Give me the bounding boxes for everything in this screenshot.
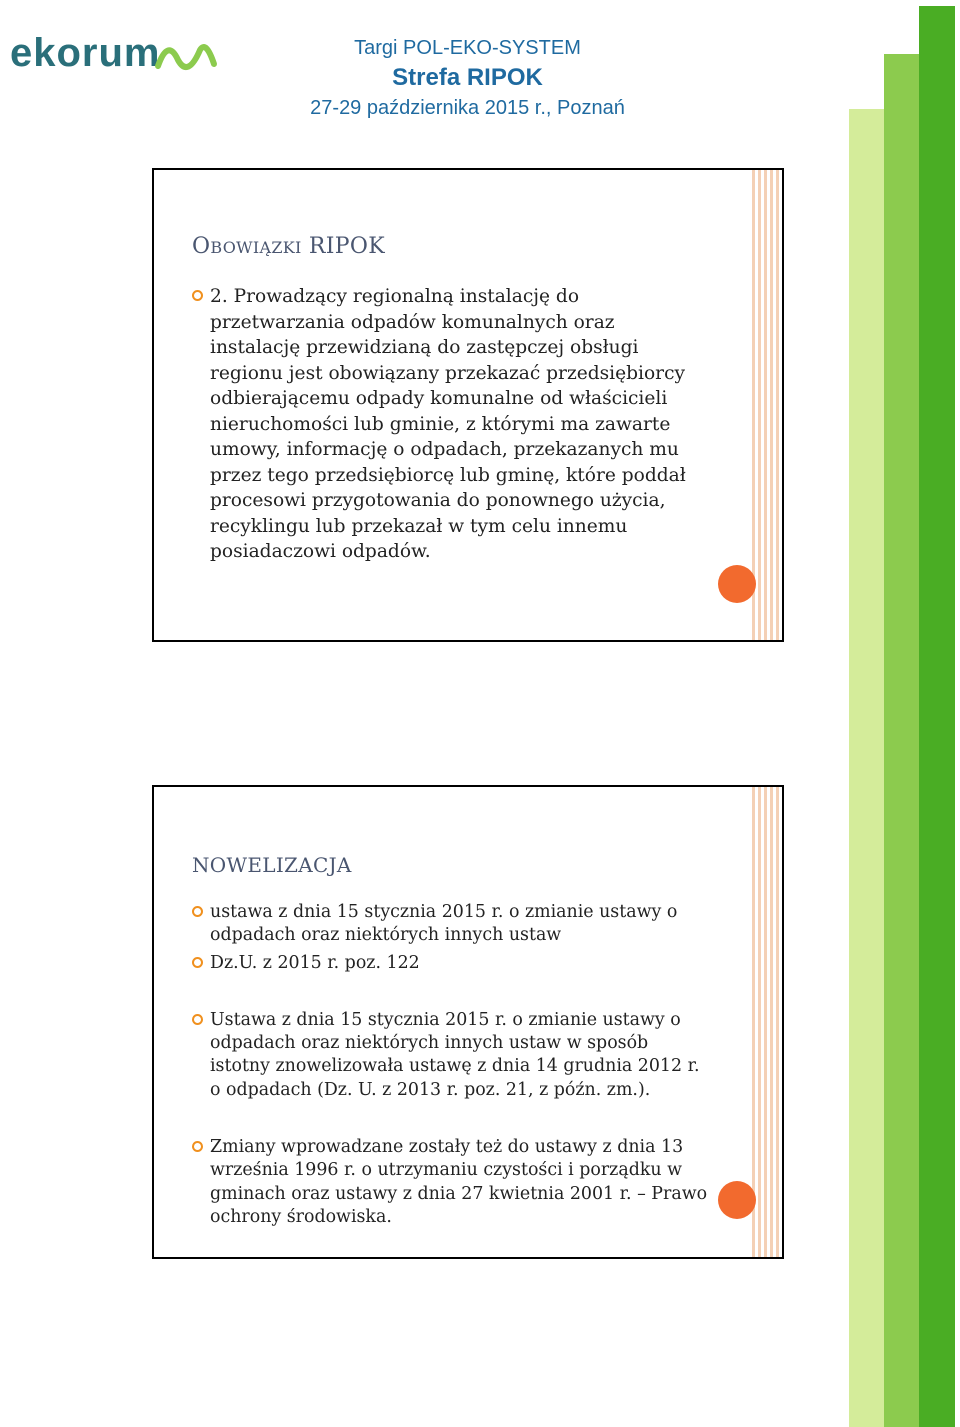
bullet-circle-icon bbox=[192, 957, 203, 968]
slide-decor-bars bbox=[752, 170, 782, 640]
bullet-circle-icon bbox=[192, 1014, 203, 1025]
orange-circle-icon bbox=[718, 1181, 756, 1219]
list-item bbox=[190, 1136, 710, 1229]
title-initial: O bbox=[192, 234, 211, 259]
list-item-text: Ustawa z dnia 15 stycznia 2015 r. o zmianie ustawy o odpadach oraz niektórych innych ustaw w sposób istotny znowelizowała ustawę z dnia 14 grudnia 2012 r. o odpadach (Dz. U. z 2013 r. poz. 21, z późn. zm.). bbox=[210, 1009, 700, 1100]
list-item-text: 2. Prowadzący regionalną instalację do przetwarzania odpadów komunalnych oraz instalację przewidzianą do zastępczej obsługi regionu jest obowiązany przekazać przedsiębiorcy odbierającemu odpady komunalne od właścicieli nieruchomości lub gminie, z którymi ma zawarte umowy, informację o odpadach, przekazanych mu przez tego przedsiębiorcę lub gminę, które poddał procesowi przygotowania do ponownego użycia, recyklingu lub przekazał w tym celu innemu posiadaczowi odpadów. bbox=[210, 286, 686, 562]
list-item bbox=[190, 952, 710, 975]
bullet-circle-icon bbox=[192, 1141, 203, 1152]
title-smallcaps: BOWIĄZKI bbox=[210, 238, 302, 257]
ekorum-logo bbox=[8, 30, 218, 80]
event-name: Targi POL-EKO-SYSTEM bbox=[354, 37, 581, 59]
event-dates: 27-29 października 2015 r., Poznań bbox=[310, 97, 625, 119]
list-item bbox=[190, 901, 710, 948]
event-zone: Strefa RIPOK bbox=[392, 64, 543, 91]
bullet-circle-icon bbox=[192, 906, 203, 917]
list-item-text: ustawa z dnia 15 stycznia 2015 r. o zmianie ustawy o odpadach oraz niektórych innych ustaw bbox=[210, 902, 678, 946]
decor-stripe-mid bbox=[884, 54, 919, 1427]
event-header bbox=[280, 34, 655, 122]
slide-obowiazki bbox=[152, 168, 784, 642]
title-tail: RIPOK bbox=[301, 234, 385, 259]
bullet-list bbox=[190, 901, 710, 1229]
logo-wave-icon bbox=[158, 47, 214, 67]
decor-stripe-light bbox=[849, 109, 884, 1427]
bullet-circle-icon bbox=[192, 290, 203, 301]
decor-stripe-dark bbox=[919, 6, 955, 1427]
list-item bbox=[190, 284, 710, 565]
list-item bbox=[190, 1009, 710, 1102]
slide-title bbox=[192, 234, 385, 259]
logo-text: ekorum bbox=[10, 31, 161, 75]
slide-title: NOWELIZACJA bbox=[192, 853, 352, 877]
slide-decor-bars bbox=[752, 787, 782, 1257]
slide-nowelizacja bbox=[152, 785, 784, 1259]
bullet-list bbox=[190, 284, 710, 565]
list-item-text: Dz.U. z 2015 r. poz. 122 bbox=[210, 952, 420, 973]
orange-circle-icon bbox=[718, 565, 756, 603]
list-item-text: Zmiany wprowadzane zostały też do ustawy z dnia 13 września 1996 r. o utrzymaniu czystości i porządku w gminach oraz ustawy z dnia 27 kwietnia 2001 r. – Prawo ochrony środowiska. bbox=[210, 1137, 708, 1227]
